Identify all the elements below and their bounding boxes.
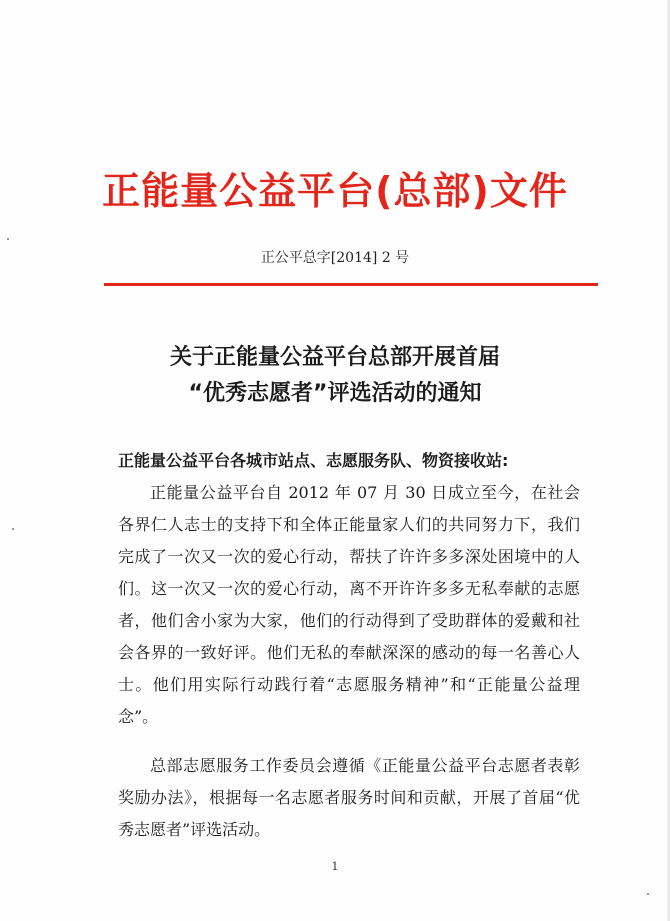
notice-title-line-1: 关于正能量公益平台总部开展首届 [169, 345, 500, 370]
scan-speck [12, 528, 14, 530]
red-divider-line [104, 283, 598, 286]
document-number: 正公平总字[2014] 2 号 [260, 250, 410, 266]
body-paragraph-2: 总部志愿服务工作委员会遵循《正能量公益平台志愿者表彰奖励办法》，根据每一名志愿者服务时间和贡献，开展了首届“优秀志愿者”评选活动。 [118, 756, 580, 839]
scan-speck [647, 893, 649, 895]
notice-title-line-2: “优秀志愿者”评选活动的通知 [188, 381, 482, 406]
document-header-title: 正能量公益平台(总部)文件 [102, 169, 568, 213]
scan-speck [7, 238, 9, 240]
notice-title [0, 340, 670, 412]
body-paragraph-1: 正能量公益平台自 2012 年 07 月 30 日成立至今，在社会各界仁人志士的支持下和全体正能量家人们的共同努力下，我们完成了一次又一次的爱心行动，帮扶了许许多多深处困境中的人们。这一次又一次的爱心行动，离不开许许多多无私奉献的志愿者，他们舍小家为大家，他们的行动得到了受助群体的爱戴和社会各界的一致好评。他们无私的奉献深深的感动的每一名善心人士。他们用实际行动践行着“志愿服务精神”和“正能量公益理念”。 [118, 483, 580, 726]
salutation: 正能量公益平台各城市站点、志愿服务队、物资接收站: [118, 451, 509, 470]
page-number: 1 [331, 860, 339, 873]
